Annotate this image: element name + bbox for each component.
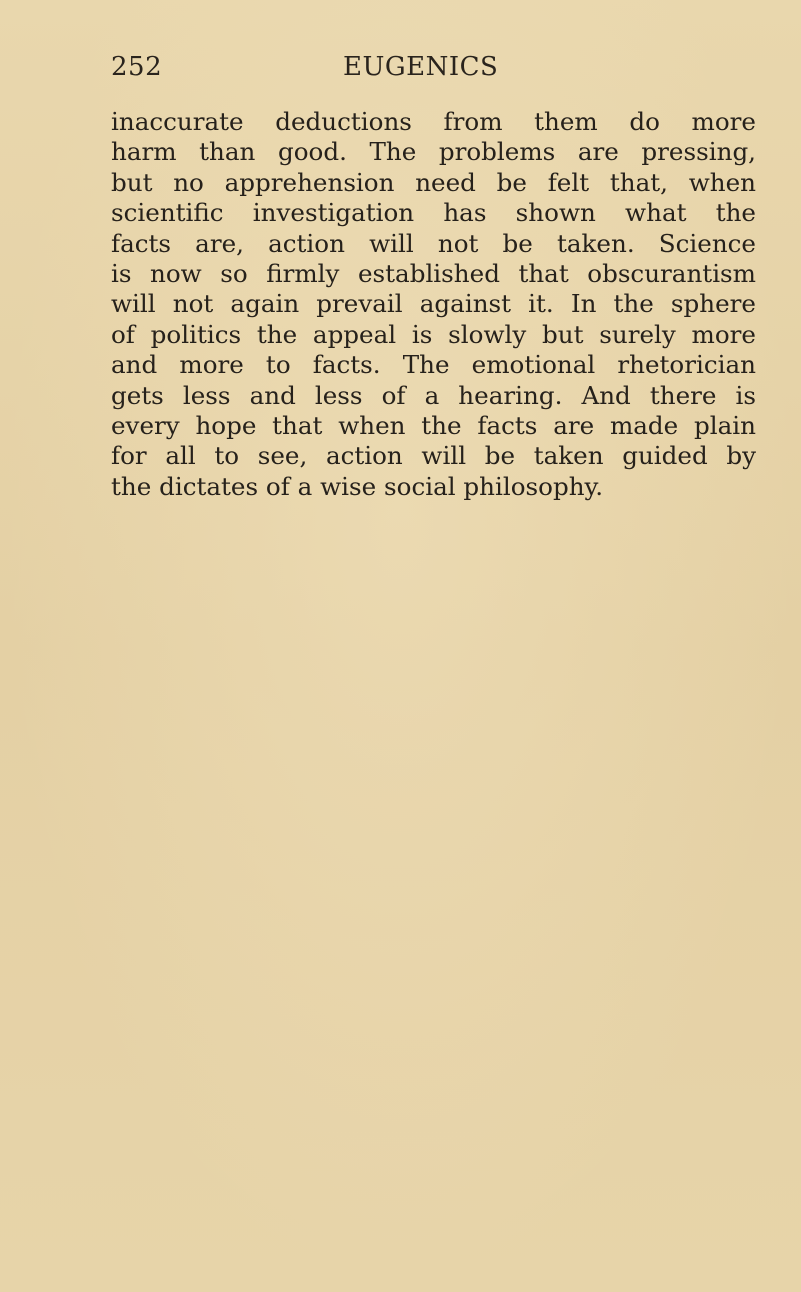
running-title: EUGENICS	[343, 52, 499, 82]
text-line: will not again prevail against it. In the sphere	[111, 289, 756, 319]
text-line: is now so firmly established that obscurantism	[111, 258, 756, 288]
text-line: harm than good. The problems are pressing,	[111, 137, 756, 167]
body-paragraph	[111, 107, 756, 502]
text-line: and more to facts. The emotional rhetorician	[111, 350, 756, 380]
text-line: facts are, action will not be taken. Science	[111, 228, 756, 258]
text-line: of politics the appeal is slowly but surely more	[111, 319, 756, 349]
page-number: 252	[111, 52, 163, 82]
text-line: the dictates of a wise social philosophy.	[111, 471, 604, 501]
text-line: for all to see, action will be taken guided by	[111, 441, 756, 471]
text-line: every hope that when the facts are made plain	[111, 410, 756, 440]
text-line: scientific investigation has shown what the	[111, 198, 756, 228]
text-line: but no apprehension need be felt that, when	[111, 167, 756, 197]
text-line: gets less and less of a hearing. And there is	[111, 380, 756, 410]
text-line: inaccurate deductions from them do more	[111, 107, 756, 136]
running-head	[111, 52, 741, 92]
